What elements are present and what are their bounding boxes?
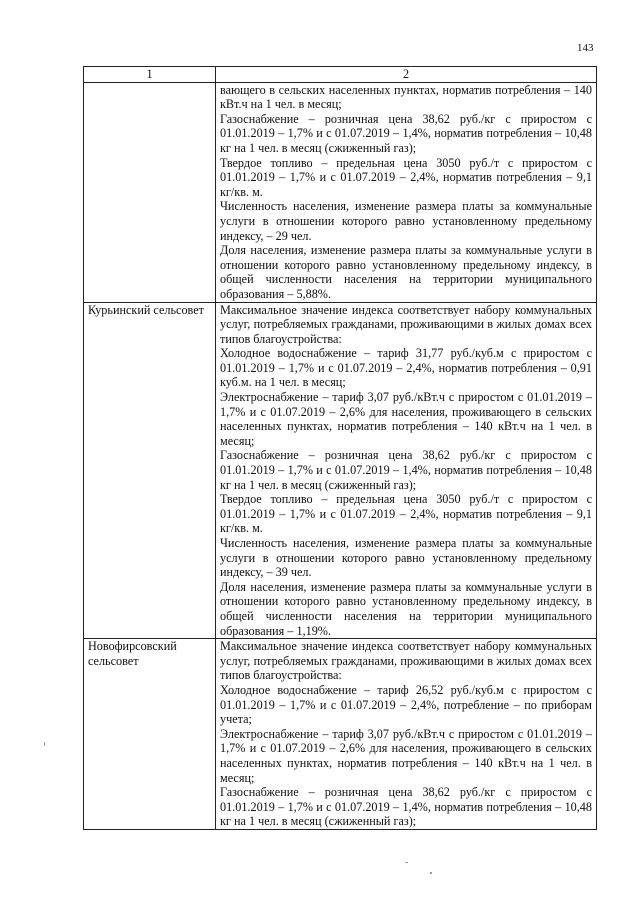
municipality-name: Новофирсовский сельсовет xyxy=(84,639,216,830)
header-col-1: 1 xyxy=(84,67,216,83)
municipality-name: Курьинский сельсовет xyxy=(84,302,216,639)
scan-speck xyxy=(405,862,408,863)
description-paragraph: Максимальное значение индекса соответствует набору коммунальных услуг, потребляемых гражданами, проживающими в жилых домах всех типов благоустройства: xyxy=(220,302,592,346)
table-row xyxy=(84,302,597,639)
scan-speck xyxy=(44,742,45,746)
tariff-description xyxy=(216,82,597,302)
tariff-table xyxy=(83,66,597,830)
header-row xyxy=(84,67,597,83)
description-paragraph: Холодное водоснабжение – тариф 26,52 руб./куб.м с приростом с 01.01.2019 – 1,7% и с 01.07.2019 – 2,4%, потребление – по приборам учета; xyxy=(220,682,592,727)
description-paragraph: Доля населения, изменение размера платы за коммунальные услуги в отношении которого равно установленному предельному индексу, в общей численности населения на территории муниципального образования – 5,88%. xyxy=(220,243,592,301)
description-paragraph: Твердое топливо – предельная цена 3050 руб./т с приростом с 01.01.2019 – 1,7% и с 01.07.2019 – 2,4%, норматив потребления – 9,1 кг/кв. м. xyxy=(220,492,592,536)
description-paragraph: Электроснабжение – тариф 3,07 руб./кВт.ч с приростом с 01.01.2019 – 1,7% и с 01.07.2019 – 2,6% для населения, проживающего в сельских населенных пунктах, норматив потребления – 140 кВт.ч на 1 чел. в месяц; xyxy=(220,726,592,785)
table-row xyxy=(84,639,597,830)
description-paragraph: Доля населения, изменение размера платы за коммунальные услуги в отношении которого равно установленному предельному индексу, в общей численности населения на территории муниципального образования – 1,19%. xyxy=(220,579,592,638)
municipality-name xyxy=(84,82,216,302)
tariff-description xyxy=(216,639,597,830)
description-paragraph: Газоснабжение – розничная цена 38,62 руб./кг с приростом с 01.01.2019 – 1,7% и с 01.07.2019 – 1,4%, норматив потребления – 10,48 кг на 1 чел. в месяц (сжиженный газ); xyxy=(220,448,592,492)
description-paragraph: Газоснабжение – розничная цена 38,62 руб./кг с приростом с 01.01.2019 – 1,7% и с 01.07.2019 – 1,4%, норматив потребления – 10,48 кг на 1 чел. в месяц (сжиженный газ); xyxy=(220,111,592,155)
table-row xyxy=(84,82,597,302)
table-body xyxy=(84,82,597,829)
description-paragraph: Твердое топливо – предельная цена 3050 руб./т с приростом с 01.01.2019 – 1,7% и с 01.07.2019 – 2,4%, норматив потребления – 9,1 кг/кв. м. xyxy=(220,155,592,199)
description-paragraph: Холодное водоснабжение – тариф 31,77 руб./куб.м с приростом с 01.01.2019 – 1,7% и с 01.07.2019 – 2,4%, норматив потребления – 0,91 куб.м. на 1 чел. в месяц; xyxy=(220,346,592,390)
description-paragraph: Численность населения, изменение размера платы за коммунальные услуги в отношении которого равно установленному предельному индексу, – 29 чел. xyxy=(220,199,592,243)
scan-speck xyxy=(430,872,432,874)
header-col-2: 2 xyxy=(216,67,597,83)
description-paragraph: Газоснабжение – розничная цена 38,62 руб./кг с приростом с 01.01.2019 – 1,7% и с 01.07.2019 – 1,4%, норматив потребления – 10,48 кг на 1 чел. в месяц (сжиженный газ); xyxy=(220,785,592,829)
page-number: 143 xyxy=(577,42,594,54)
description-paragraph: Электроснабжение – тариф 3,07 руб./кВт.ч с приростом с 01.01.2019 – 1,7% и с 01.07.2019 – 2,6% для населения, проживающего в сельских населенных пунктах, норматив потребления – 140 кВт.ч на 1 чел. в месяц; xyxy=(220,390,592,448)
description-paragraph: Численность населения, изменение размера платы за коммунальные услуги в отношении которого равно установленному предельному индексу, – 39 чел. xyxy=(220,536,592,580)
description-paragraph: Максимальное значение индекса соответствует набору коммунальных услуг, потребляемых гражданами, проживающими в жилых домах всех типов благоустройства: xyxy=(220,639,592,683)
description-paragraph: вающего в сельских населенных пунктах, норматив потребления – 140 кВт.ч на 1 чел. в месяц; xyxy=(220,82,592,112)
tariff-description xyxy=(216,302,597,639)
